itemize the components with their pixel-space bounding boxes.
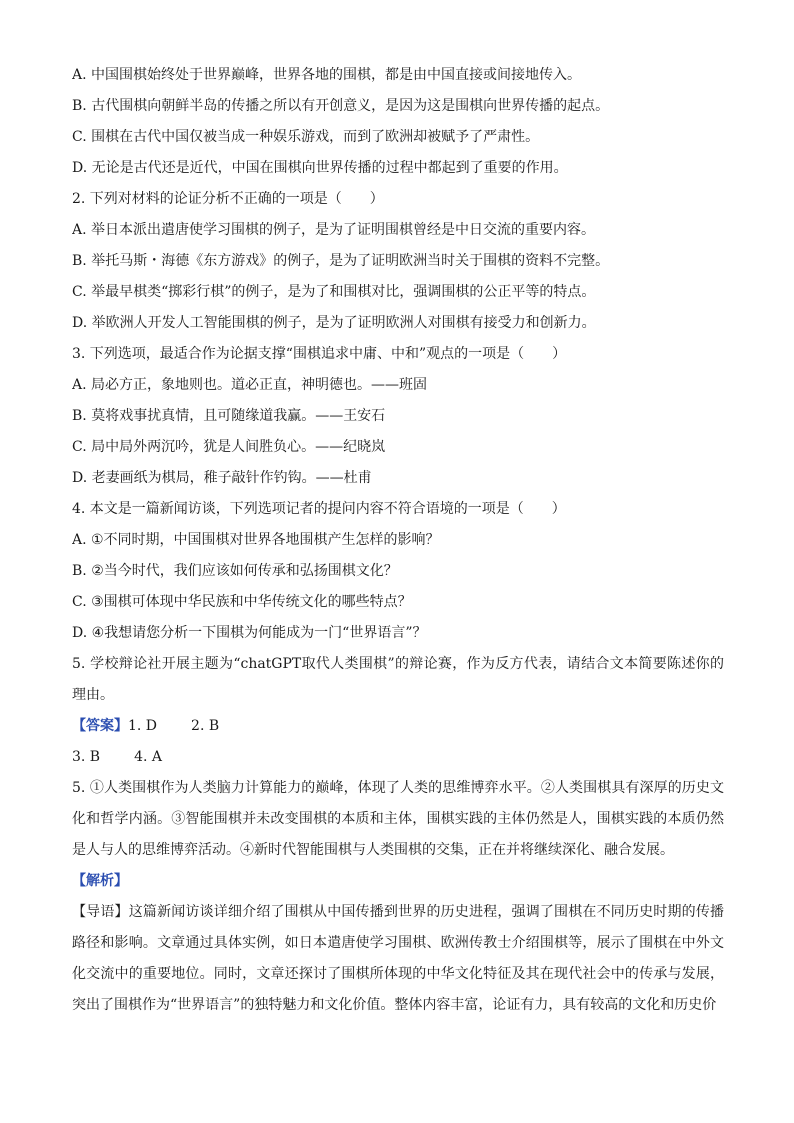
answer-line-2 xyxy=(72,742,724,773)
q4-option-a: A. ①不同时期，中国围棋对世界各地围棋产生怎样的影响？ xyxy=(72,532,440,548)
q5-stem: 5. 学校辩论社开展主题为“chatGPT取代人类围棋”的辩论赛，作为反方代表，请结合文本简要陈述你的理由。 xyxy=(72,656,724,703)
q2-option-d: D. 举欧洲人开发人工智能围棋的例子，是为了证明欧洲人对围棋有接受力和创新力。 xyxy=(72,315,596,331)
q3-option-d: D. 老妻画纸为棋局，稚子敲针作钓钩。——杜甫 xyxy=(72,470,372,486)
q2-option-a: A. 举日本派出遣唐使学习围棋的例子，是为了证明围棋曾经是中日交流的重要内容。 xyxy=(72,222,596,238)
answer-line-1 xyxy=(72,711,724,742)
q3-option-c: C. 局中局外两沉吟，犹是人间胜负心。——纪晓岚 xyxy=(72,439,386,455)
answer-4: 4. A xyxy=(134,749,163,765)
q1-option-b: B. 古代围棋向朝鲜半岛的传播之所以有开创意义，是因为这是围棋向世界传播的起点。 xyxy=(72,98,610,114)
answer-3: 3. B xyxy=(72,749,101,765)
q4-option-c: C. ③围棋可体现中华民族和中华传统文化的哪些特点？ xyxy=(72,594,412,610)
q2-option-b: B. 举托马斯・海德《东方游戏》的例子，是为了证明欧洲当时关于围棋的资料不完整。 xyxy=(72,253,610,269)
q4-option-d: D. ④我想请您分析一下围棋为何能成为一门“世界语言”？ xyxy=(72,625,427,641)
q4-stem: 4. 本文是一篇新闻访谈，下列选项记者的提问内容不符合语境的一项是（ ） xyxy=(72,501,566,517)
q3-option-a: A. 局必方正，象地则也。道必正直，神明德也。——班固 xyxy=(72,377,428,393)
document-page xyxy=(72,60,724,1021)
q1-option-c: C. 围棋在古代中国仅被当成一种娱乐游戏，而到了欧洲却被赋予了严肃性。 xyxy=(72,129,540,145)
q1-option-d: D. 无论是古代还是近代，中国在围棋向世界传播的过程中都起到了重要的作用。 xyxy=(72,160,568,176)
q2-stem: 2. 下列对材料的论证分析不正确的一项是（ ） xyxy=(72,191,384,207)
answer-1: 1. D xyxy=(128,718,158,734)
answer-label: 【答案】 xyxy=(72,718,128,734)
answer-2: 2. B xyxy=(191,718,220,734)
q2-option-c: C. 举最早棋类“掷彩行棋”的例子，是为了和围棋对比，强调围棋的公正平等的特点。 xyxy=(72,284,596,300)
q1-option-a: A. 中国围棋始终处于世界巅峰，世界各地的围棋，都是由中国直接或间接地传入。 xyxy=(72,67,582,83)
analysis-label: 【解析】 xyxy=(72,873,128,889)
q3-stem: 3. 下列选项，最适合作为论据支撑“围棋追求中庸、中和”观点的一项是（ ） xyxy=(72,346,567,362)
analysis-heading xyxy=(72,866,724,897)
answer-5: 5. ①人类围棋作为人类脑力计算能力的巅峰，体现了人类的思维博弈水平。②人类围棋具有深厚的历史文化和哲学内涵。③智能围棋并未改变围棋的本质和主体，围棋实践的主体仍然是人，围棋实践的本质仍然是人与人的思维博弈活动。④新时代智能围棋与人类围棋的交集，正在并将继续深化、融合发展。 xyxy=(72,780,724,858)
guide-paragraph xyxy=(72,897,724,1021)
q4-option-b: B. ②当今时代，我们应该如何传承和弘扬围棋文化？ xyxy=(72,563,398,579)
guide-label: 【导语】 xyxy=(72,904,129,920)
q3-option-b: B. 莫将戏事扰真情，且可随缘道我赢。——王安石 xyxy=(72,408,386,424)
guide-text: 这篇新闻访谈详细介绍了围棋从中国传播到世界的历史进程，强调了围棋在不同历史时期的传播路径和影响。文章通过具体实例，如日本遣唐使学习围棋、欧洲传教士介绍围棋等，展示了围棋在中外文化交流中的重要地位。同时，文章还探讨了围棋所体现的中华文化特征及其在现代社会中的传承与发展，突出了围棋作为“世界语言”的独特魅力和文化价值。整体内容丰富，论证有力，具有较高的文化和历史价 xyxy=(72,904,725,1013)
